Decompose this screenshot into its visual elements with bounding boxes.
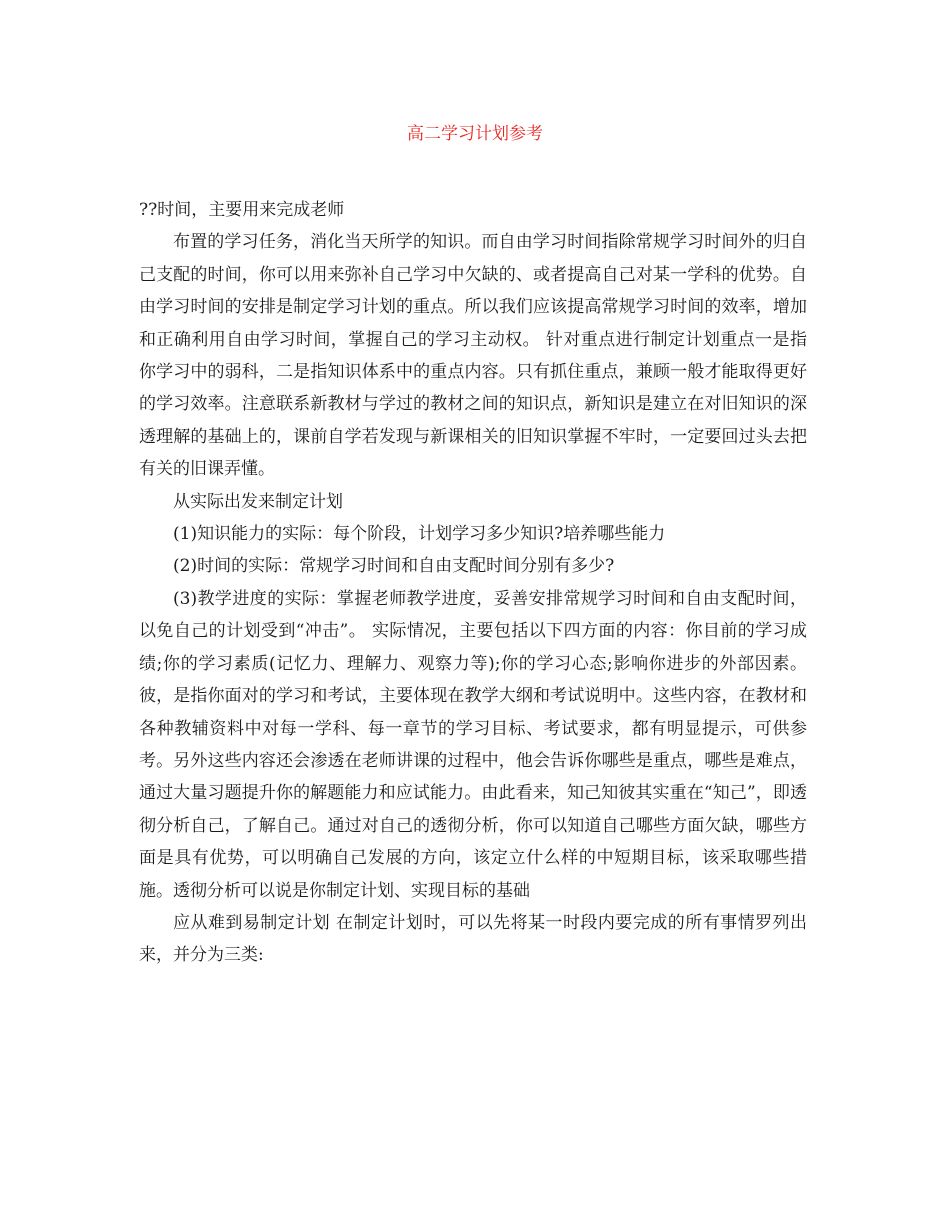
paragraph-3: 从实际出发来制定计划 bbox=[173, 491, 343, 512]
paragraph-5: (2)时间的实际：常规学习时间和自由支配时间分别有多少? bbox=[173, 556, 615, 577]
document-title: 高二学习计划参考 bbox=[407, 124, 543, 144]
paragraph-7: 应从难到易制定计划 在制定计划时，可以先将某一时段内要完成的所有事情罗列出来，并分为三类: bbox=[139, 912, 807, 966]
document-body bbox=[139, 194, 807, 972]
paragraph-4: (1)知识能力的实际：每个阶段，计划学习多少知识?培养哪些能力 bbox=[173, 524, 666, 545]
paragraph-6: (3)教学进度的实际：掌握老师教学进度，妥善安排常规学习时间和自由支配时间，以免自己的计划受到“冲击”。 实际情况，主要包括以下四方面的内容：你目前的学习成绩;你的学习素质(记忆力、理解力、观察力等);你的学习心态;影响你进步的外部因素。彼，是指你面对的学习和考试，主要体现在教学大纲和考试说明中。这些内容，在教材和各种教辅资料中对每一学科、每一章节的学习目标、考试要求，都有明显提示，可供参考。另外这些内容还会渗透在老师讲课的过程中，他会告诉你哪些是重点，哪些是难点，通过大量习题提升你的解题能力和应试能力。由此看来，知己知彼其实重在“知己”，即透彻分析自己，了解自己。通过对自己的透彻分析，你可以知道自己哪些方面欠缺，哪些方面是具有优势，可以明确自己发展的方向，该定立什么样的中短期目标，该采取哪些措施。透彻分析可以说是你制定计划、实现目标的基础 bbox=[139, 588, 807, 901]
paragraph-1: ??时间，主要用来完成老师 bbox=[139, 200, 345, 220]
paragraph-2: 布置的学习任务，消化当天所学的知识。而自由学习时间指除常规学习时间外的归自己支配的时间，你可以用来弥补自己学习中欠缺的、或者提高自己对某一学科的优势。自由学习时间的安排是制定学习计划的重点。所以我们应该提高常规学习时间的效率，增加和正确利用自由学习时间，掌握自己的学习主动权。 针对重点进行制定计划重点一是指你学习中的弱科，二是指知识体系中的重点内容。只有抓住重点，兼顾一般才能取得更好的学习效率。注意联系新教材与学过的教材之间的知识点，新知识是建立在对旧知识的深透理解的基础上的，课前自学若发现与新课相关的旧知识掌握不牢时，一定要回过头去把有关的旧课弄懂。 bbox=[139, 232, 807, 480]
